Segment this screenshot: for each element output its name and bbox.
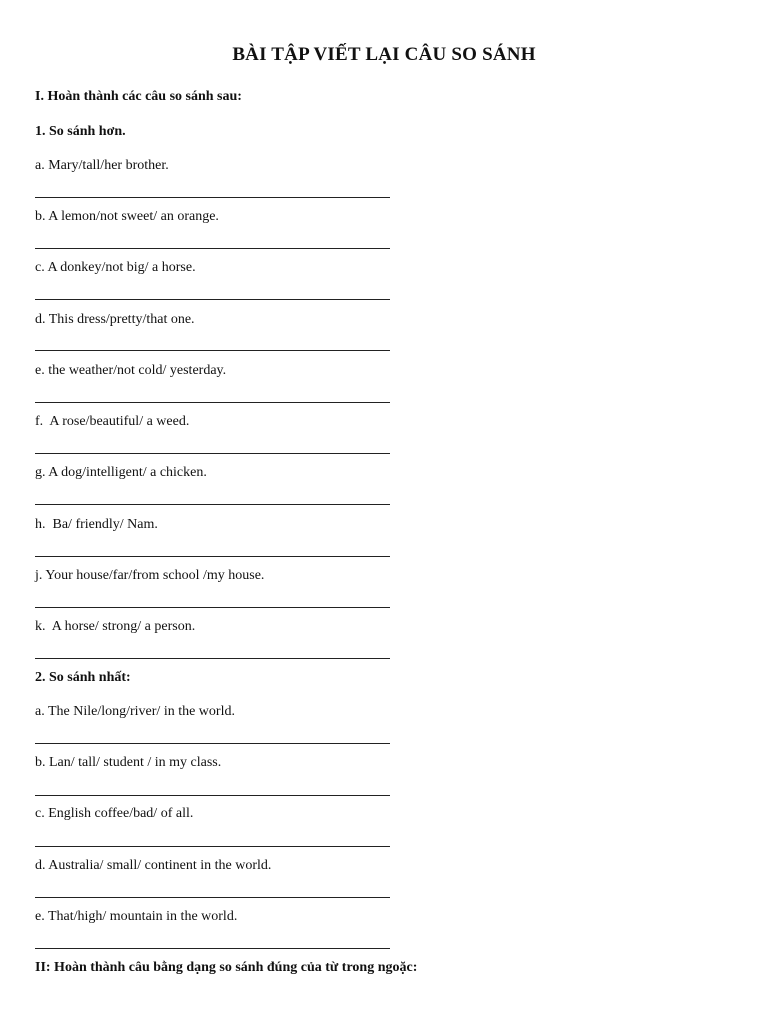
answer-line bbox=[35, 795, 390, 796]
exercise-item-1d: d. This dress/pretty/that one. bbox=[35, 312, 195, 327]
section1-heading: I. Hoàn thành các câu so sánh sau: bbox=[35, 89, 242, 104]
answer-line bbox=[35, 453, 390, 454]
answer-line bbox=[35, 607, 390, 608]
answer-line bbox=[35, 743, 390, 744]
exercise-item-1g: g. A dog/intelligent/ a chicken. bbox=[35, 465, 207, 480]
answer-line bbox=[35, 504, 390, 505]
answer-line bbox=[35, 248, 390, 249]
answer-line bbox=[35, 197, 390, 198]
exercise-item-1k: k. A horse/ strong/ a person. bbox=[35, 619, 196, 634]
exercise-item-1h: h. Ba/ friendly/ Nam. bbox=[35, 517, 158, 532]
exercise-item-1e: e. the weather/not cold/ yesterday. bbox=[35, 363, 227, 378]
part1-heading: 1. So sánh hơn. bbox=[35, 124, 126, 139]
answer-line bbox=[35, 897, 390, 898]
exercise-item-2b: b. Lan/ tall/ student / in my class. bbox=[35, 755, 222, 770]
answer-line bbox=[35, 350, 390, 351]
answer-line bbox=[35, 402, 390, 403]
answer-line bbox=[35, 846, 390, 847]
answer-line bbox=[35, 948, 390, 949]
exercise-item-1f: f. A rose/beautiful/ a weed. bbox=[35, 414, 190, 429]
exercise-item-1a: a. Mary/tall/her brother. bbox=[35, 158, 169, 173]
section2-heading: II: Hoàn thành câu bằng dạng so sánh đúng của từ trong ngoặc: bbox=[35, 960, 418, 975]
exercise-item-2a: a. The Nile/long/river/ in the world. bbox=[35, 704, 235, 719]
part2-heading: 2. So sánh nhất: bbox=[35, 670, 131, 685]
exercise-item-1c: c. A donkey/not big/ a horse. bbox=[35, 260, 196, 275]
answer-line bbox=[35, 556, 390, 557]
answer-line bbox=[35, 658, 390, 659]
exercise-item-2c: c. English coffee/bad/ of all. bbox=[35, 806, 194, 821]
page-title: BÀI TẬP VIẾT LẠI CÂU SO SÁNH bbox=[232, 44, 536, 65]
exercise-item-2e: e. That/high/ mountain in the world. bbox=[35, 909, 238, 924]
exercise-item-2d: d. Australia/ small/ continent in the world. bbox=[35, 858, 272, 873]
exercise-item-1j: j. Your house/far/from school /my house. bbox=[35, 568, 265, 583]
exercise-item-1b: b. A lemon/not sweet/ an orange. bbox=[35, 209, 219, 224]
answer-line bbox=[35, 299, 390, 300]
